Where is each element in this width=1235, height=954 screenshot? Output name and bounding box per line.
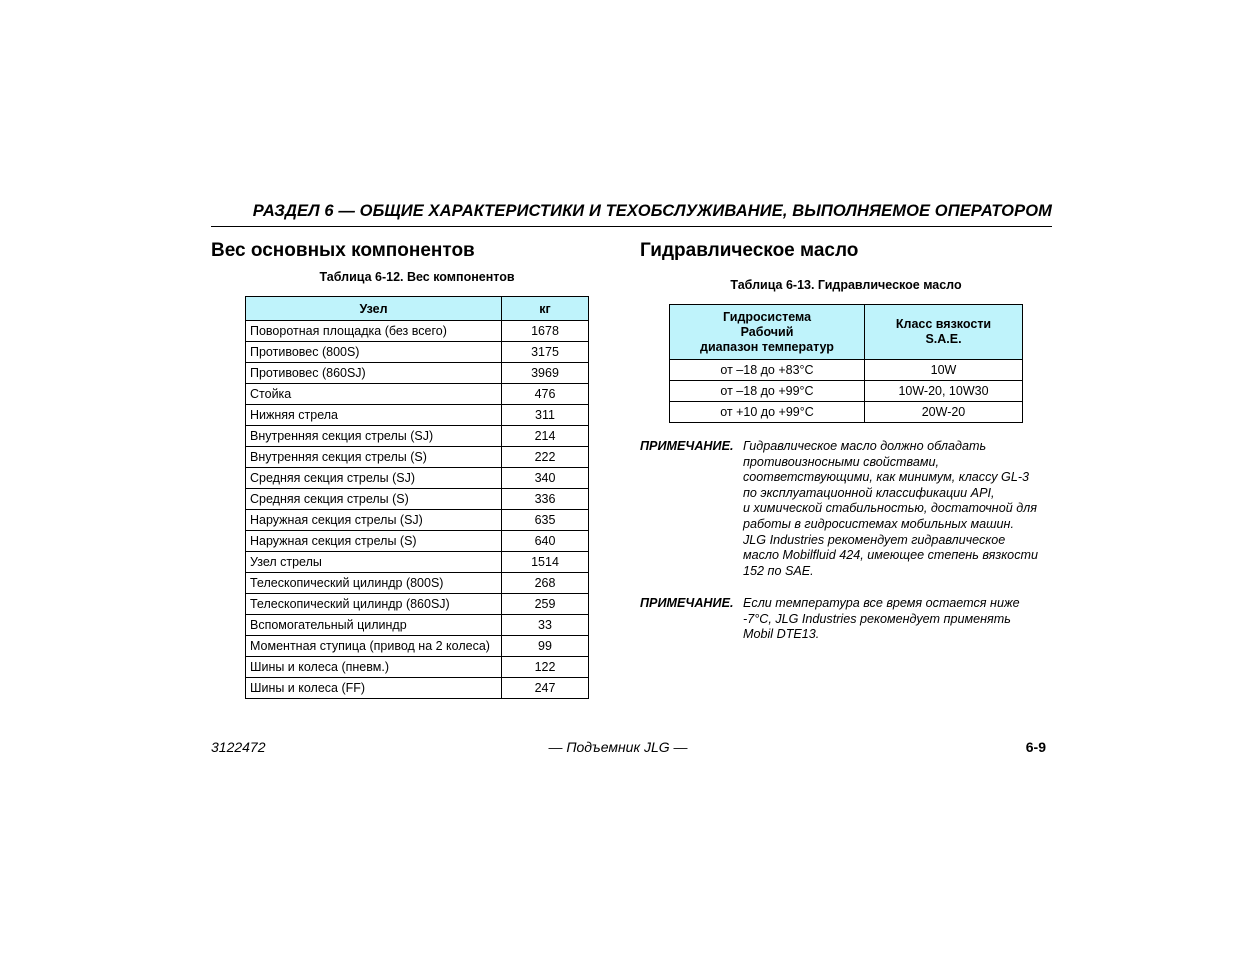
- component-weight: 1514: [502, 552, 589, 573]
- weights-table: [245, 296, 589, 699]
- component-name: Поворотная площадка (без всего): [246, 321, 502, 342]
- component-weight: 122: [502, 657, 589, 678]
- temperature-range: от –18 до +83°C: [670, 360, 865, 381]
- note-line: противоизносными свойствами,: [743, 454, 939, 469]
- component-name: Противовес (800S): [246, 342, 502, 363]
- table-row: [246, 678, 589, 699]
- component-name: Наружная секция стрелы (SJ): [246, 510, 502, 531]
- component-weight: 33: [502, 615, 589, 636]
- table-row: [246, 321, 589, 342]
- component-name: Средняя секция стрелы (SJ): [246, 468, 502, 489]
- component-weight: 640: [502, 531, 589, 552]
- component-name: Узел стрелы: [246, 552, 502, 573]
- oil-table-caption: Таблица 6-13. Гидравлическое масло: [730, 278, 962, 292]
- component-weight: 259: [502, 594, 589, 615]
- table-row: [246, 510, 589, 531]
- table-row: [670, 360, 1023, 381]
- note-line: соответствующими, как минимум, классу GL-3: [743, 470, 1030, 485]
- note-line: масло Mobilfluid 424, имеющее степень вязкости: [743, 548, 1038, 563]
- note-line: и химической стабильностью, достаточной для: [743, 501, 1037, 516]
- table-row: [246, 636, 589, 657]
- temperature-range: от –18 до +99°C: [670, 381, 865, 402]
- component-name: Телескопический цилиндр (860SJ): [246, 594, 502, 615]
- oil-col-viscosity-line: Класс вязкости: [895, 317, 992, 331]
- footer-doc-number: 3122472: [211, 739, 266, 755]
- weights-col-kg: кг: [502, 297, 589, 321]
- table-row: [246, 468, 589, 489]
- viscosity-class: 20W-20: [865, 402, 1023, 423]
- component-name: Внутренняя секция стрелы (S): [246, 447, 502, 468]
- component-name: Нижняя стрела: [246, 405, 502, 426]
- table-row: [246, 489, 589, 510]
- weights-table-body: [246, 321, 589, 699]
- note-line: работы в гидросистемах мобильных машин.: [743, 516, 1014, 531]
- component-name: Стойка: [246, 384, 502, 405]
- component-weight: 3175: [502, 342, 589, 363]
- component-name: Шины и колеса (FF): [246, 678, 502, 699]
- footer-center-title: — Подъемник JLG —: [548, 739, 688, 755]
- component-name: Средняя секция стрелы (S): [246, 489, 502, 510]
- oil-table-body: [670, 360, 1023, 423]
- header-divider: [211, 226, 1052, 227]
- component-weight: 635: [502, 510, 589, 531]
- table-row: [246, 384, 589, 405]
- table-row: [246, 405, 589, 426]
- component-weight: 1678: [502, 321, 589, 342]
- component-weight: 311: [502, 405, 589, 426]
- viscosity-class: 10W: [865, 360, 1023, 381]
- component-weight: 99: [502, 636, 589, 657]
- note-2-text: [743, 596, 1055, 643]
- component-weight: 222: [502, 447, 589, 468]
- component-weight: 476: [502, 384, 589, 405]
- oil-col-temperature-line: Рабочий: [740, 324, 794, 339]
- note-line: Гидравлическое масло должно обладать: [743, 439, 987, 453]
- oil-col-temperature-line: Гидросистема: [722, 309, 812, 324]
- table-row: [246, 447, 589, 468]
- note-line: Mobil DTE13.: [743, 627, 820, 642]
- oil-col-viscosity-line: S.A.E.: [925, 332, 962, 346]
- table-row: [246, 657, 589, 678]
- component-name: Вспомогательный цилиндр: [246, 615, 502, 636]
- component-name: Шины и колеса (пневм.): [246, 657, 502, 678]
- component-name: Наружная секция стрелы (S): [246, 531, 502, 552]
- oil-table-header-row: [670, 305, 1023, 360]
- table-row: [246, 552, 589, 573]
- note-line: 152 по SAE.: [743, 563, 814, 578]
- table-row: [246, 573, 589, 594]
- weights-heading: Вес основных компонентов: [211, 240, 475, 261]
- table-row: [246, 594, 589, 615]
- table-row: [246, 363, 589, 384]
- viscosity-class: 10W-20, 10W30: [865, 381, 1023, 402]
- note-1-text: [743, 439, 1055, 579]
- footer-page-number: 6-9: [1025, 739, 1046, 755]
- table-row: [670, 381, 1023, 402]
- component-weight: 268: [502, 573, 589, 594]
- table-row: [670, 402, 1023, 423]
- weights-col-unit: Узел: [246, 297, 502, 321]
- component-weight: 3969: [502, 363, 589, 384]
- component-weight: 247: [502, 678, 589, 699]
- component-name: Моментная ступица (привод на 2 колеса): [246, 636, 502, 657]
- note-1-label: ПРИМЕЧАНИЕ.: [640, 439, 734, 453]
- oil-col-viscosity: [865, 305, 1023, 360]
- note-2-label: ПРИМЕЧАНИЕ.: [640, 596, 734, 610]
- note-line: по эксплуатационной классификации API,: [743, 485, 995, 500]
- component-weight: 214: [502, 426, 589, 447]
- note-line: Если температура все время остается ниже: [743, 596, 1020, 610]
- weights-table-caption: Таблица 6-12. Вес компонентов: [319, 270, 515, 284]
- oil-table: [669, 304, 1023, 423]
- table-row: [246, 531, 589, 552]
- oil-col-temperature: [670, 305, 865, 360]
- note-line: -7°C, JLG Industries рекомендует применять: [743, 611, 1011, 626]
- note-line: JLG Industries рекомендует гидравлическое: [743, 532, 1006, 547]
- component-name: Противовес (860SJ): [246, 363, 502, 384]
- component-weight: 336: [502, 489, 589, 510]
- table-row: [246, 342, 589, 363]
- oil-heading: Гидравлическое масло: [640, 240, 859, 261]
- component-weight: 340: [502, 468, 589, 489]
- temperature-range: от +10 до +99°C: [670, 402, 865, 423]
- table-row: [246, 426, 589, 447]
- component-name: Телескопический цилиндр (800S): [246, 573, 502, 594]
- weights-table-header-row: [246, 297, 589, 321]
- component-name: Внутренняя секция стрелы (SJ): [246, 426, 502, 447]
- oil-col-temperature-line: диапазон температур: [700, 339, 834, 354]
- section-header: РАЗДЕЛ 6 — ОБЩИЕ ХАРАКТЕРИСТИКИ И ТЕХОБСЛУЖИВАНИЕ, ВЫПОЛНЯЕМОЕ ОПЕРАТОРОМ: [252, 202, 1052, 220]
- table-row: [246, 615, 589, 636]
